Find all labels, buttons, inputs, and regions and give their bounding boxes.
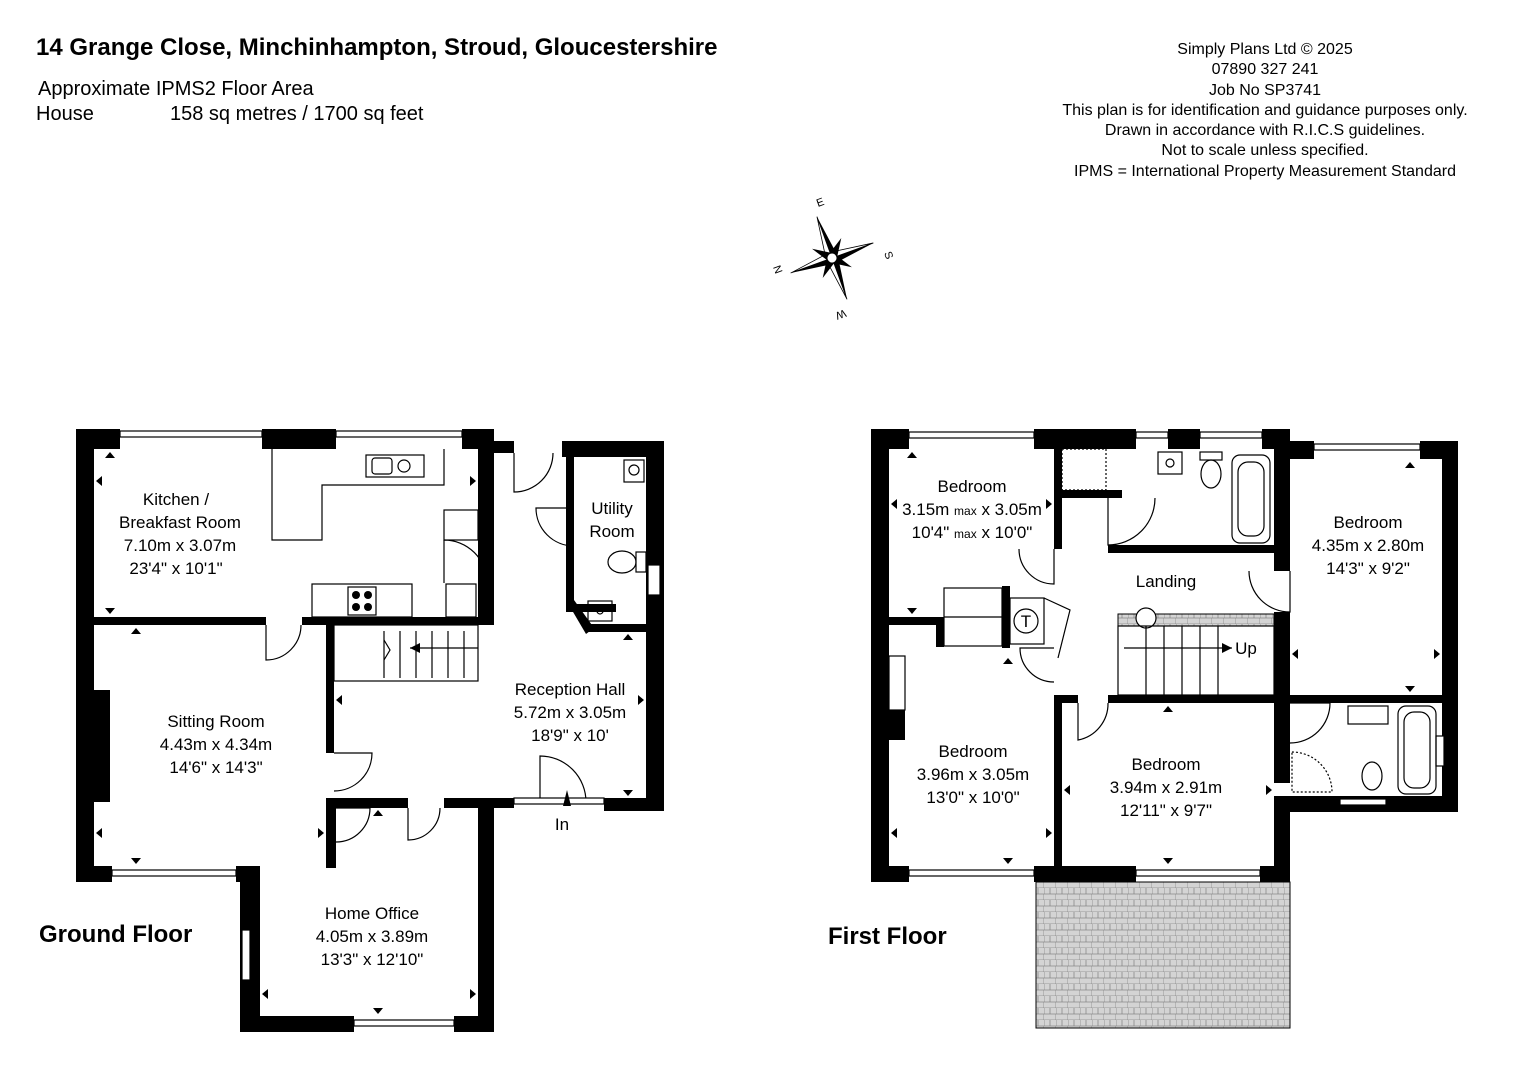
- first-floor-plan: [828, 429, 1458, 1028]
- area-heading: Approximate IPMS2 Floor Area: [38, 78, 314, 100]
- bed1-metric-b: x 3.05m: [981, 500, 1042, 519]
- sitting-name: Sitting Room: [167, 712, 265, 731]
- bed2-metric: 4.35m x 2.80m: [1311, 536, 1425, 555]
- credit-job: Job No SP3741: [1208, 81, 1322, 99]
- landing-label: Landing: [1135, 572, 1197, 591]
- compass-s: S: [881, 249, 895, 261]
- hob-icon: [348, 587, 376, 615]
- bed1-metric-a: 3.15m: [902, 500, 950, 519]
- area-label: House: [36, 103, 94, 125]
- area-value: 158 sq metres / 1700 sq feet: [170, 103, 424, 125]
- credit-disclaimer: This plan is for identification and guidance purposes only.: [1062, 101, 1468, 119]
- ground-floor-plan: [39, 429, 664, 1032]
- bed1-max-1: max: [954, 504, 977, 518]
- sitting-metric: 4.43m x 4.34m: [159, 735, 273, 754]
- bed1-imperial: [912, 523, 1033, 542]
- reception-metric: 5.72m x 3.05m: [513, 703, 627, 722]
- bed4-imperial: 12'11" x 9'7": [1120, 801, 1212, 820]
- reception-imperial: 18'9" x 10': [531, 726, 609, 745]
- bed2-imperial: 14'3" x 9'2": [1326, 559, 1410, 578]
- credit-rics: Drawn in accordance with R.I.C.S guidelines.: [1104, 122, 1426, 140]
- first-floor-label: First Floor: [828, 923, 947, 950]
- cylinder-label: T: [1020, 612, 1032, 631]
- kitchen-imperial: 23'4" x 10'1": [129, 559, 223, 578]
- sitting-imperial: 14'6" x 14'3": [169, 758, 263, 777]
- kitchen-fittings: [272, 449, 487, 617]
- bed4-metric: 3.94m x 2.91m: [1109, 778, 1223, 797]
- kitchen-name-2: Breakfast Room: [119, 513, 241, 532]
- office-name: Home Office: [324, 904, 420, 923]
- compass-w: W: [833, 306, 848, 322]
- bed2-name: Bedroom: [1333, 513, 1403, 532]
- bed1-metric: [902, 500, 1042, 519]
- kitchen-metric: 7.10m x 3.07m: [123, 536, 237, 555]
- utility-name-2: Room: [589, 522, 635, 541]
- stairs-label: Up: [1235, 639, 1257, 658]
- office-metric: 4.05m x 3.89m: [315, 927, 429, 946]
- credit-scale: Not to scale unless specified.: [1161, 142, 1369, 160]
- bed1-imp-a: 10'4": [911, 523, 950, 542]
- bed3-imperial: 13'0" x 10'0": [926, 788, 1020, 807]
- property-title: 14 Grange Close, Minchinhampton, Stroud, Gloucestershire: [36, 34, 718, 61]
- bed3-name: Bedroom: [938, 742, 1008, 761]
- compass-n: N: [771, 263, 786, 276]
- compass-rose-icon: [776, 202, 889, 315]
- bed3-metric: 3.96m x 3.05m: [916, 765, 1030, 784]
- reception-name: Reception Hall: [514, 680, 626, 699]
- bed4-name: Bedroom: [1131, 755, 1201, 774]
- compass-e: E: [814, 196, 826, 210]
- bed1-imp-b: x 10'0": [981, 523, 1033, 542]
- ground-stairs: [384, 631, 478, 678]
- bed1-name: Bedroom: [937, 477, 1007, 496]
- bed1-max-2: max: [954, 527, 977, 541]
- kitchen-name-1: Kitchen /: [142, 490, 210, 509]
- entrance-label: In: [554, 815, 570, 834]
- first-stairs: [1118, 608, 1274, 695]
- credit-ipms: IPMS = International Property Measurement Standard: [1074, 162, 1456, 180]
- office-imperial: 13'3" x 12'10": [320, 950, 424, 969]
- utility-name-1: Utility: [591, 499, 633, 518]
- credit-phone: 07890 327 241: [1211, 61, 1319, 79]
- credit-company: Simply Plans Ltd © 2025: [1177, 41, 1353, 58]
- ground-floor-label: Ground Floor: [39, 921, 193, 948]
- terrace-paving: [1036, 882, 1290, 1028]
